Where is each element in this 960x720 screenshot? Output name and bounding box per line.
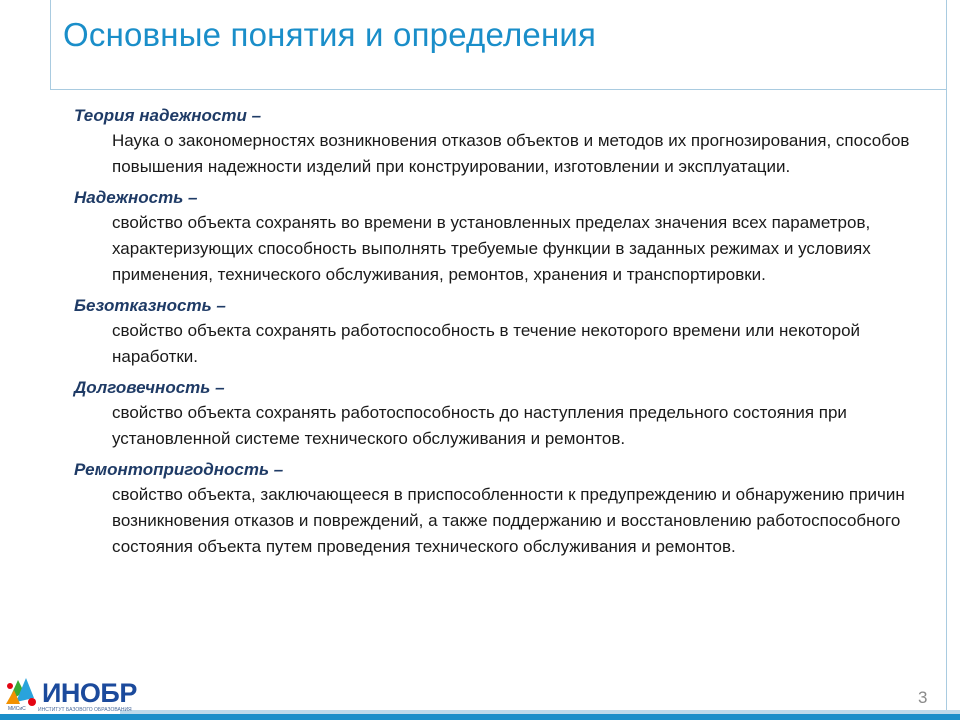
definition-item [74, 458, 934, 560]
definition-term: Надежность – [74, 188, 198, 207]
logo-name: ИНОБР [42, 678, 137, 708]
definition-text: свойство объекта сохранять работоспособность до наступления предельного состояния при установленной системе технического обслуживания и ремонтов. [112, 403, 847, 448]
page-number: 3 [918, 688, 928, 707]
definition-item [74, 104, 934, 180]
definition-item [74, 294, 934, 370]
logo-emblem-icon [4, 676, 40, 706]
definition-text: свойство объекта, заключающееся в приспособленности к предупреждению и обнаружению причин возникновения отказов и повреждений, а также поддержанию и восстановлению работоспособного состояния объекта путем проведения технического обслуживания и ремонтов. [112, 485, 905, 556]
slide-title: Основные понятия и определения [63, 16, 597, 53]
frame-right-line [946, 0, 947, 720]
definition-term: Безотказность – [74, 296, 226, 315]
definition-text: свойство объекта сохранять во времени в установленных пределах значения всех параметров, характеризующих способность выполнять требуемые функции в заданных режимах и условиях применения, технического обслуживания, ремонтов, хранения и транспортировки. [112, 213, 871, 284]
definition-text: свойство объекта сохранять работоспособность в течение некоторого времени или некоторой наработки. [112, 321, 861, 366]
footer-stripe [0, 714, 960, 720]
logo-subtitle: ИНСТИТУТ БАЗОВОГО ОБРАЗОВАНИЯ [38, 707, 132, 713]
definition-term: Ремонтопригодность – [74, 460, 284, 479]
definition-text: Наука о закономерностях возникновения отказов объектов и методов их прогнозирования, способов повышения надежности изделий при конструировании, изготовлении и эксплуатации. [112, 131, 910, 176]
title-underline [50, 89, 947, 90]
inobr-logo [4, 676, 137, 716]
definition-item [74, 376, 934, 452]
definition-term: Долговечность – [74, 378, 225, 397]
frame-left-line [50, 0, 51, 90]
definition-term: Теория надежности – [74, 106, 262, 125]
definitions-list [74, 104, 934, 566]
logo-abbr: МИСиС [8, 706, 26, 712]
definition-item [74, 186, 934, 288]
